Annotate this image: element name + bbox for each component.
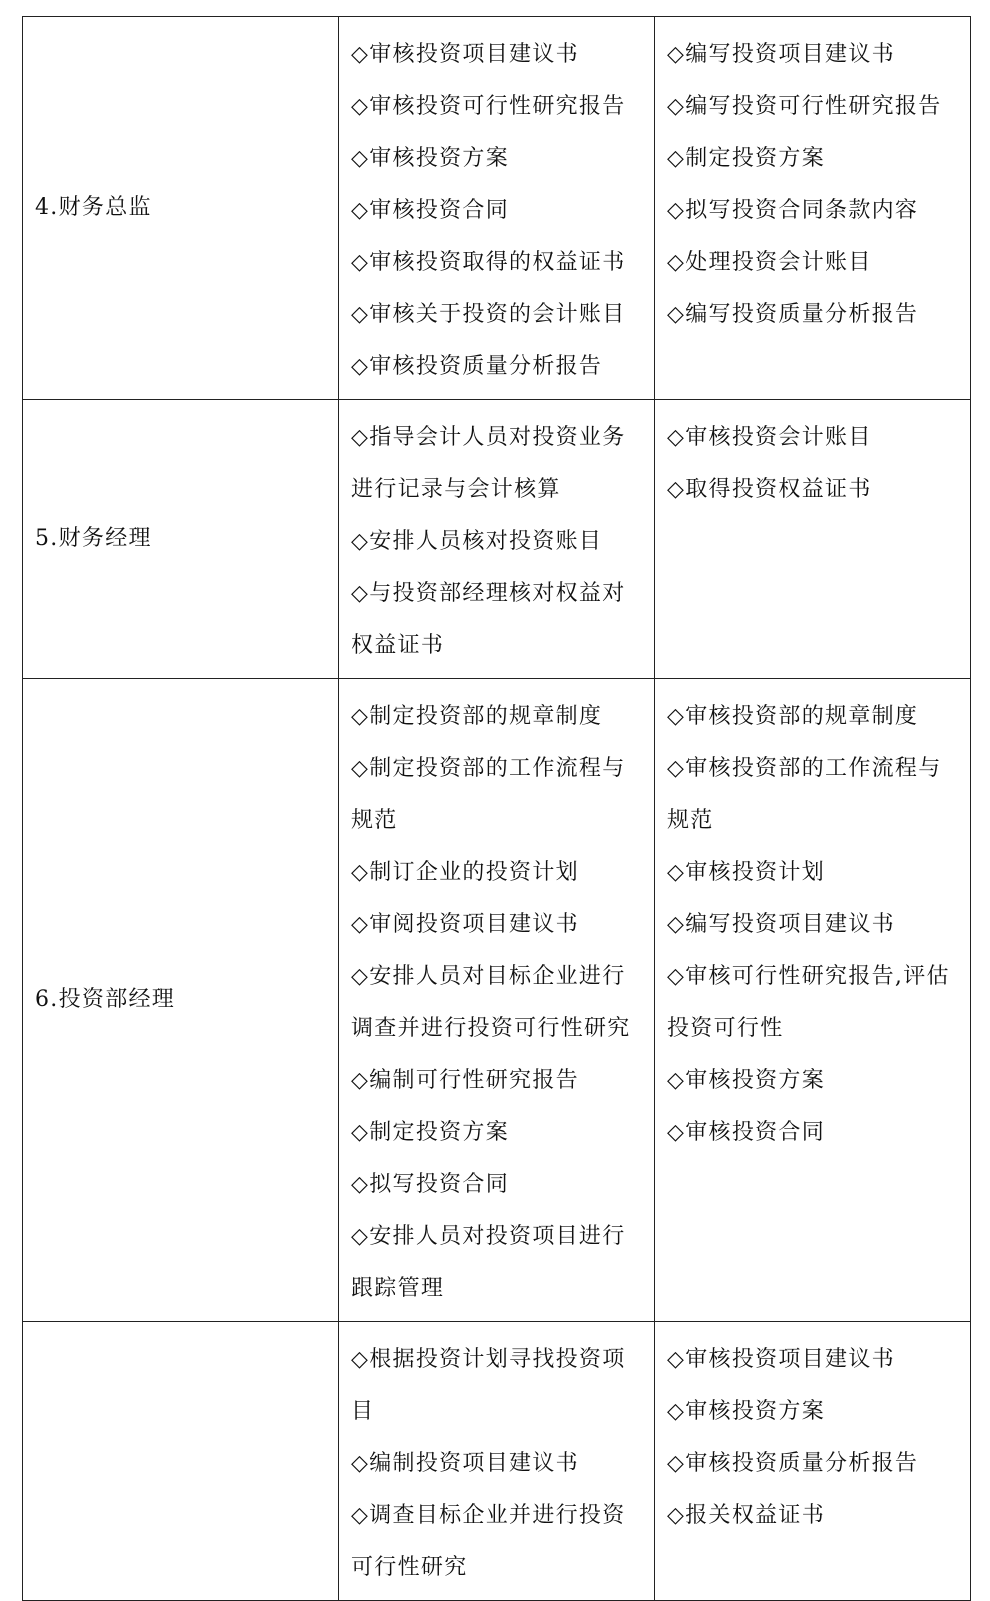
review-cell (655, 679, 971, 1322)
list-item: ◇取得投资权益证书 (667, 477, 872, 502)
list-item: ◇审核投资项目建议书 (667, 1347, 895, 1372)
role-cell (23, 1322, 339, 1601)
review-cell (655, 17, 971, 400)
list-item: ◇制定投资方案 (351, 1120, 510, 1145)
review-cell (655, 400, 971, 679)
table-row (23, 1322, 971, 1601)
list-item: ◇审核可行性研究报告,评估投资可行性 (667, 964, 950, 1041)
duty-cell (339, 679, 655, 1322)
list-item: ◇报关权益证书 (667, 1503, 826, 1528)
list-item: ◇拟写投资合同 (351, 1172, 510, 1197)
list-item: ◇拟写投资合同条款内容 (667, 198, 919, 223)
table-body (23, 17, 971, 1601)
duty-cell (339, 1322, 655, 1601)
list-item: ◇审核投资方案 (667, 1068, 826, 1093)
list-item: ◇制定投资部的规章制度 (351, 704, 603, 729)
list-item: ◇与投资部经理核对权益对权益证书 (351, 581, 626, 658)
list-item: ◇审核投资合同 (667, 1120, 826, 1145)
list-item: ◇审核投资项目建议书 (351, 42, 579, 67)
list-item: ◇指导会计人员对投资业务进行记录与会计核算 (351, 425, 626, 502)
list-item: ◇处理投资会计账目 (667, 250, 872, 275)
table-row (23, 400, 971, 679)
list-item: ◇编写投资可行性研究报告 (667, 94, 942, 119)
list-item: ◇编制可行性研究报告 (351, 1068, 579, 1093)
list-item: ◇审核投资质量分析报告 (667, 1451, 919, 1476)
list-item: ◇制定投资部的工作流程与规范 (351, 756, 626, 833)
list-item: ◇审核投资取得的权益证书 (351, 250, 626, 275)
list-item: ◇编写投资项目建议书 (667, 42, 895, 67)
list-item: ◇审核投资计划 (667, 860, 826, 885)
duty-cell (339, 17, 655, 400)
list-item: ◇编写投资质量分析报告 (667, 302, 919, 327)
list-item: ◇根据投资计划寻找投资项目 (351, 1347, 626, 1424)
list-item: ◇审核投资可行性研究报告 (351, 94, 626, 119)
list-item: ◇制定投资方案 (667, 146, 826, 171)
list-item: ◇审核投资方案 (351, 146, 510, 171)
table-row (23, 17, 971, 400)
responsibility-table (22, 16, 971, 1601)
list-item: ◇审核投资质量分析报告 (351, 354, 603, 379)
list-item: ◇制订企业的投资计划 (351, 860, 579, 885)
list-item: ◇审阅投资项目建议书 (351, 912, 579, 937)
role-cell: 5.财务经理 (23, 400, 339, 679)
list-item: ◇审核投资部的规章制度 (667, 704, 919, 729)
list-item: ◇调查目标企业并进行投资可行性研究 (351, 1503, 626, 1580)
list-item: ◇安排人员对目标企业进行调查并进行投资可行性研究 (351, 964, 631, 1041)
list-item: ◇安排人员对投资项目进行跟踪管理 (351, 1224, 626, 1301)
list-item: ◇审核投资部的工作流程与规范 (667, 756, 942, 833)
list-item: ◇审核投资合同 (351, 198, 510, 223)
list-item: ◇编制投资项目建议书 (351, 1451, 579, 1476)
list-item: ◇审核投资方案 (667, 1399, 826, 1424)
list-item: ◇审核投资会计账目 (667, 425, 872, 450)
role-cell: 6.投资部经理 (23, 679, 339, 1322)
list-item: ◇安排人员核对投资账目 (351, 529, 603, 554)
list-item: ◇审核关于投资的会计账目 (351, 302, 626, 327)
list-item: ◇编写投资项目建议书 (667, 912, 895, 937)
table-row (23, 679, 971, 1322)
duty-cell (339, 400, 655, 679)
role-cell: 4.财务总监 (23, 17, 339, 400)
review-cell (655, 1322, 971, 1601)
